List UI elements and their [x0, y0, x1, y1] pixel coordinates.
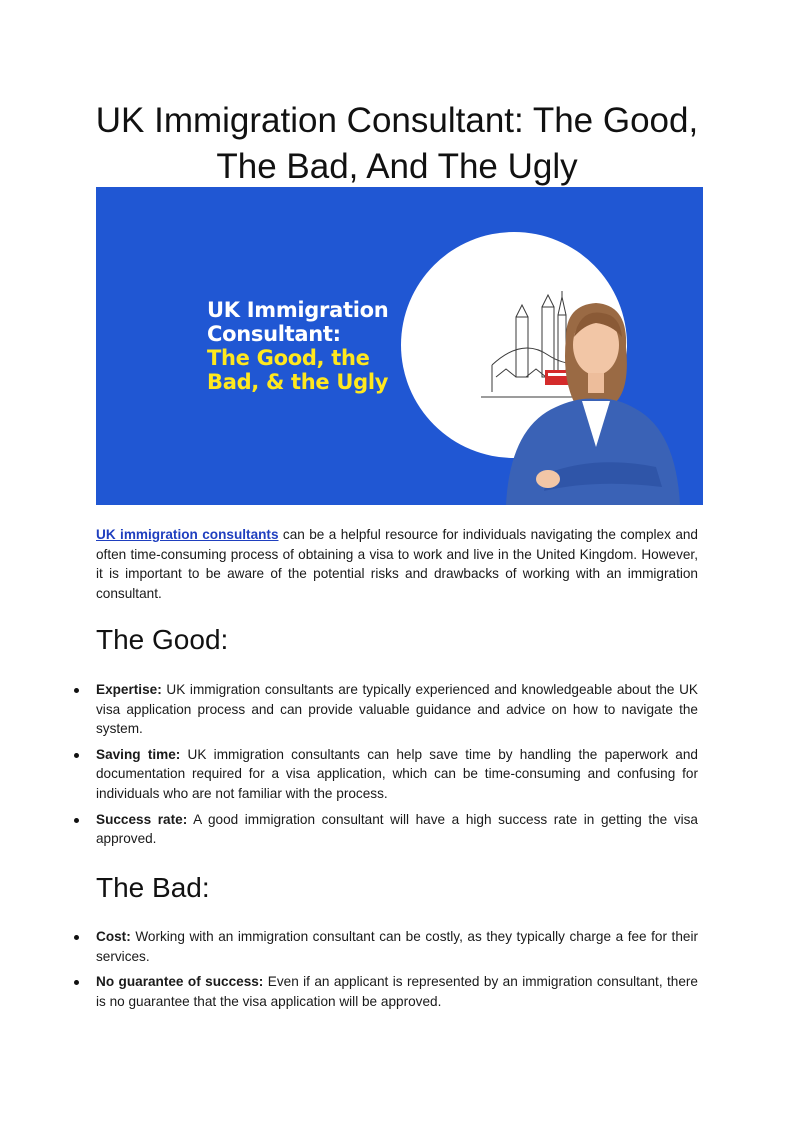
good-points-list	[96, 680, 698, 855]
list-item	[96, 745, 698, 804]
list-item	[96, 810, 698, 849]
intro-paragraph	[96, 525, 698, 603]
item-label: Expertise:	[96, 682, 162, 697]
bullet-icon	[74, 753, 79, 758]
page-title-line2: The Bad, And The Ugly	[216, 147, 578, 186]
bullet-icon	[74, 935, 79, 940]
page-title	[60, 98, 734, 190]
item-label: Success rate:	[96, 811, 188, 827]
hero-banner-image	[96, 187, 703, 505]
bullet-icon	[74, 980, 79, 985]
list-item	[96, 927, 698, 966]
section-heading-good: The Good:	[96, 624, 229, 655]
item-text: UK immigration consultants can help save time by handling the paperwork and documentation required for a visa application, which can be time-consuming and confusing for individuals who are not familiar with the process.	[96, 746, 698, 801]
item-label: Saving time:	[96, 746, 181, 762]
hero-headline-line4: Bad, & the Ugly	[207, 370, 389, 394]
item-label: No guarantee of success:	[96, 974, 264, 990]
list-item	[96, 972, 698, 1011]
item-text: UK immigration consultants are typically experienced and knowledgeable about the UK visa application process and can provide valuable guidance and advice on how to navigate the system.	[96, 682, 698, 737]
list-item	[96, 680, 698, 739]
hero-headline-line3: The Good, the	[207, 346, 370, 370]
item-label: Cost:	[96, 929, 131, 944]
bullet-icon	[74, 688, 79, 693]
section-heading-bad: The Bad:	[96, 872, 210, 903]
item-text: A good immigration consultant will have a high success rate in getting the visa approved.	[96, 811, 698, 847]
hero-headline-line1: UK Immigration	[207, 298, 389, 322]
bullet-icon	[74, 818, 79, 823]
item-text: Working with an immigration consultant can be costly, as they typically charge a fee for their services.	[96, 929, 699, 964]
hero-headline	[207, 298, 437, 394]
item-text: Even if an applicant is represented by an immigration consultant, there is no guarantee that the visa application will be approved.	[96, 974, 698, 1009]
bad-points-list	[96, 927, 698, 1017]
page-title-line1: UK Immigration Consultant: The Good,	[95, 101, 699, 140]
hero-headline-line2: Consultant:	[207, 322, 341, 346]
intro-text: can be a helpful resource for individuals navigating the complex and often time-consuming process of obtaining a visa to work and live in the United Kingdom. However, it is important to be aware of the potential risks and drawbacks of working with an immigration consultant.	[96, 527, 698, 601]
uk-immigration-consultants-link[interactable]: UK immigration consultants	[96, 527, 279, 542]
